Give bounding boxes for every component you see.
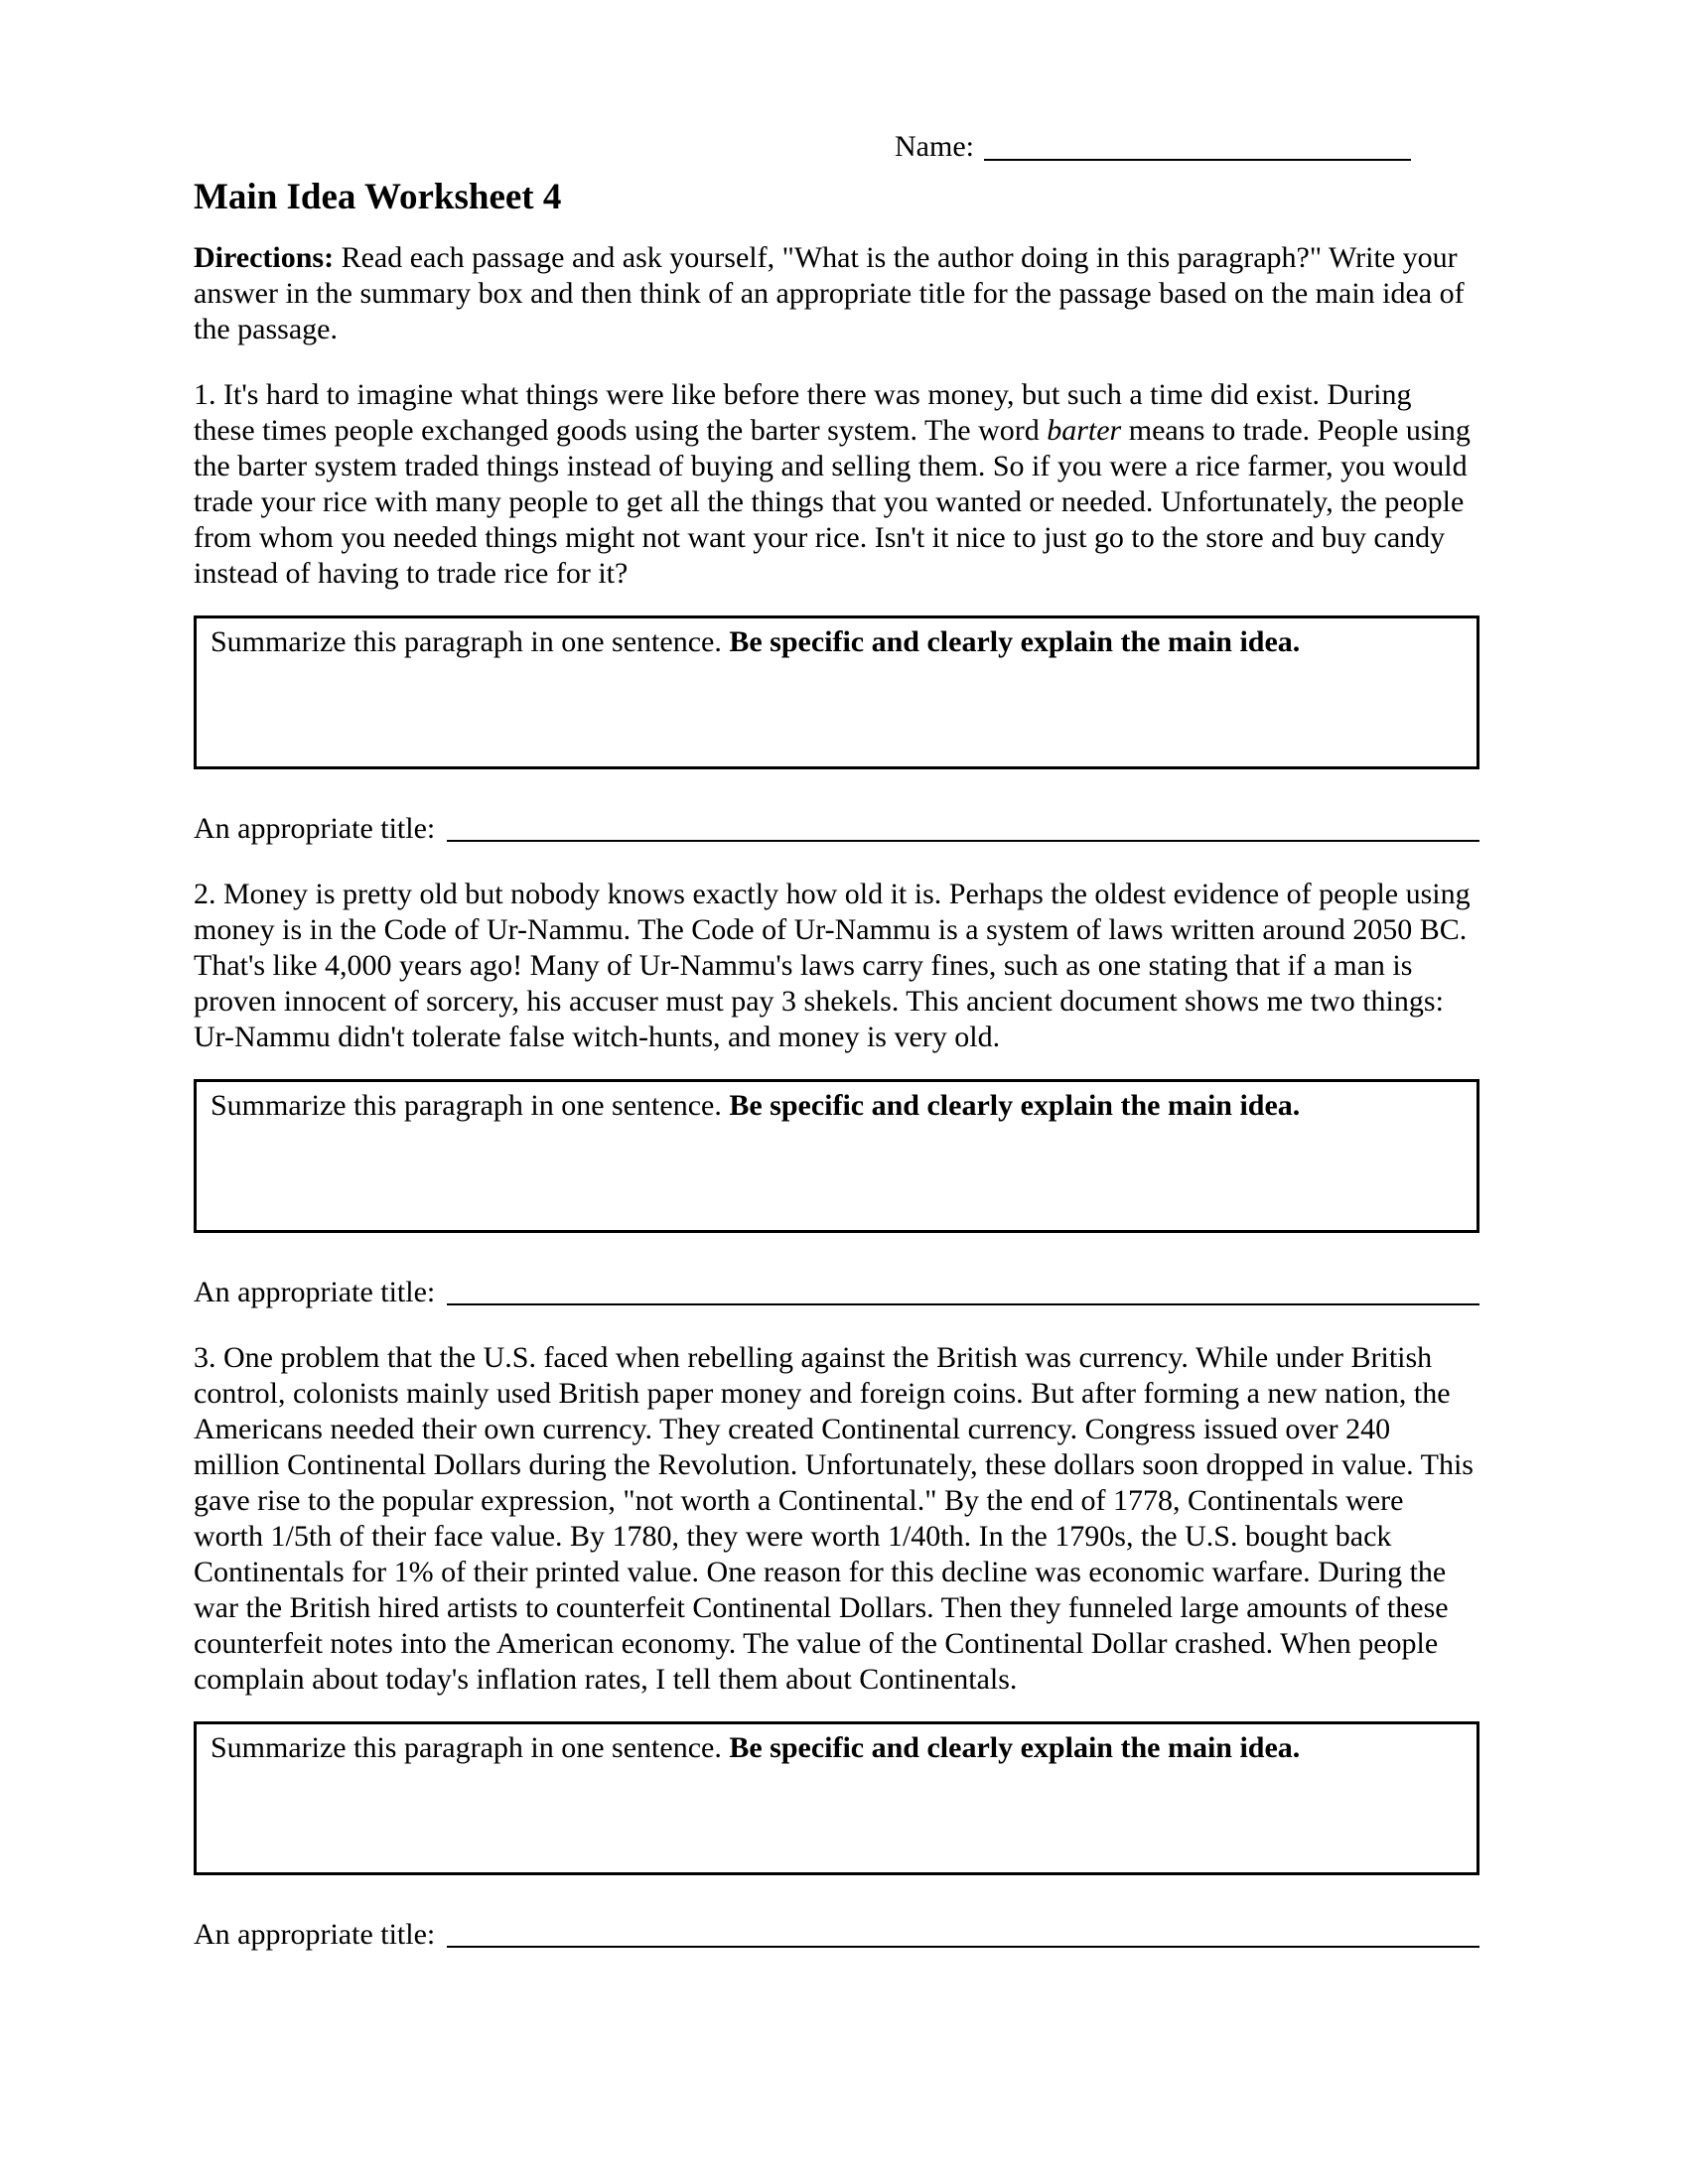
name-row — [895, 129, 1411, 165]
summary-prompt-bold: Be specific and clearly explain the main idea. — [729, 1089, 1301, 1122]
passage-segment: It's hard to imagine what things were like before there was money, but such a time did exist. During these times people exchanged goods using the barter system. The word — [194, 378, 1412, 447]
summary-prompt — [211, 1730, 1463, 1766]
passage-section — [194, 377, 1479, 847]
passage-number: 2. — [194, 878, 223, 910]
page-title: Main Idea Worksheet 4 — [194, 177, 562, 217]
appropriate-title-row — [194, 1275, 1479, 1310]
appropriate-title-row — [194, 1917, 1479, 1953]
appropriate-title-label: An appropriate title: — [194, 1276, 436, 1308]
passage-section — [194, 1340, 1479, 1953]
summary-prompt-bold: Be specific and clearly explain the main idea. — [729, 625, 1301, 658]
summary-box[interactable] — [194, 615, 1479, 769]
name-answer-line[interactable] — [984, 158, 1411, 161]
passage-section — [194, 877, 1479, 1310]
passage-text — [194, 377, 1479, 592]
passage-segment: means to trade. People using the barter system traded things instead of buying and selling them. So if you were a rice farmer, you would trade your rice with many people to get all the things that you wanted or needed. Unfortunately, the people from whom you needed things might not want your rice. Isn't it nice to just go to the store and buy candy instead of having to trade rice for it? — [194, 414, 1471, 590]
title-answer-line[interactable] — [447, 839, 1479, 842]
summary-box[interactable] — [194, 1721, 1479, 1875]
summary-prompt — [211, 624, 1463, 660]
title-answer-line[interactable] — [447, 1302, 1479, 1305]
summary-prompt-normal: Summarize this paragraph in one sentence. — [211, 1731, 730, 1764]
passage-number: 3. — [194, 1341, 223, 1374]
directions — [194, 240, 1479, 347]
passage-text — [194, 877, 1479, 1055]
name-label: Name: — [895, 130, 974, 163]
passages-container — [194, 377, 1479, 1953]
directions-text: Read each passage and ask yourself, "What is the author doing in this paragraph?" Write your answer in the summary box and then think of an appropriate title for the passage based on the main idea of the passage. — [194, 241, 1465, 345]
summary-prompt-normal: Summarize this paragraph in one sentence. — [211, 625, 730, 658]
summary-prompt — [211, 1088, 1463, 1124]
directions-label: Directions: — [194, 241, 335, 274]
summary-prompt-normal: Summarize this paragraph in one sentence. — [211, 1089, 730, 1122]
appropriate-title-label: An appropriate title: — [194, 1918, 436, 1951]
title-answer-line[interactable] — [447, 1945, 1479, 1948]
summary-box[interactable] — [194, 1079, 1479, 1233]
appropriate-title-label: An appropriate title: — [194, 812, 436, 845]
passage-number: 1. — [194, 378, 223, 411]
page-content — [194, 129, 1479, 1953]
passage-text — [194, 1340, 1479, 1698]
passage-segment-italic: barter — [1047, 414, 1122, 447]
passage-segment: Money is pretty old but nobody knows exactly how old it is. Perhaps the oldest evidence of people using money is in the Code of Ur-Nammu. The Code of Ur-Nammu is a system of laws written around 2050 BC. That's like 4,000 years ago! Many of Ur-Nammu's laws carry fines, such as one stating that if a man is proven innocent of sorcery, his accuser must pay 3 shekels. This ancient document shows me two things: Ur-Nammu didn't tolerate false witch-hunts, and money is very old. — [194, 878, 1471, 1053]
summary-prompt-bold: Be specific and clearly explain the main idea. — [729, 1731, 1301, 1764]
passage-segment: One problem that the U.S. faced when rebelling against the British was currency. While under British control, colonists mainly used British paper money and foreign coins. But after forming a new nation, the Americans needed their own currency. They created Continental currency. Congress issued over 240 million Continental Dollars during the Revolution. Unfortunately, these dollars soon dropped in value. This gave rise to the popular expression, "not worth a Continental." By the end of 1778, Continentals were worth 1/5th of their face value. By 1780, they were worth 1/40th. In the 1790s, the U.S. bought back Continentals for 1% of their printed value. One reason for this decline was economic warfare. During the war the British hired artists to counterfeit Continental Dollars. Then they funneled large amounts of these counterfeit notes into the American economy. The value of the Continental Dollar crashed. When people complain about today's inflation rates, I tell them about Continentals. — [194, 1341, 1474, 1696]
appropriate-title-row — [194, 811, 1479, 847]
